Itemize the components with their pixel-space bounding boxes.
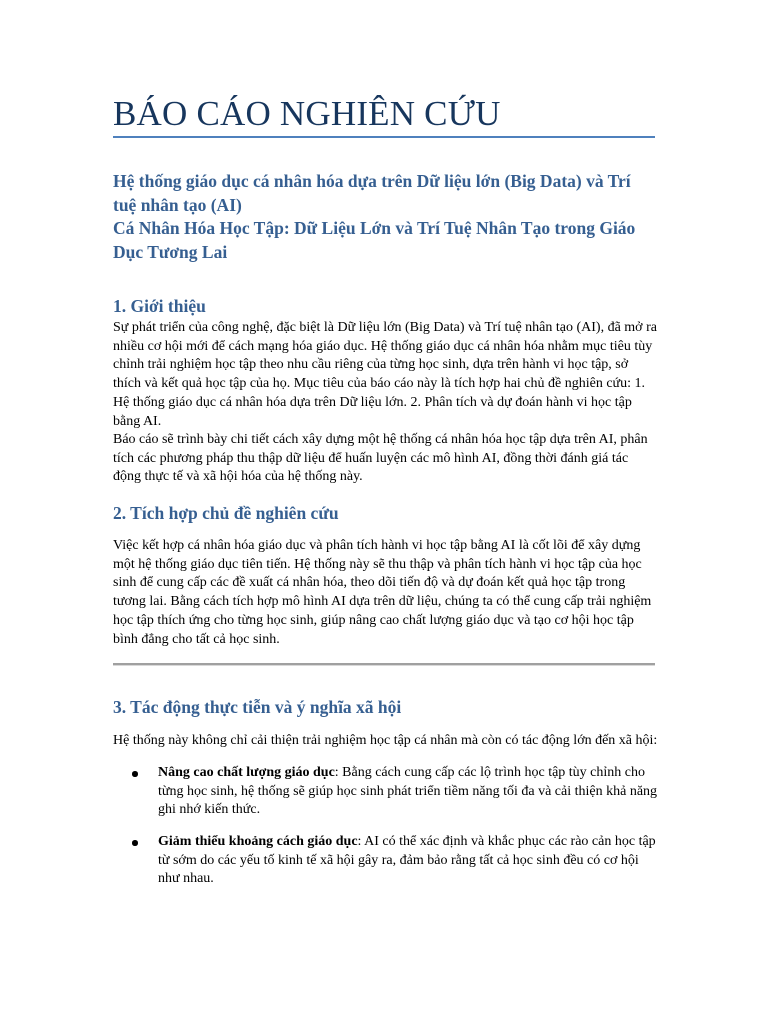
document-title: BÁO CÁO NGHIÊN CỨU [113,94,501,133]
bullet-text [158,764,658,820]
section-1-heading: 1. Giới thiệu [113,296,206,316]
section-3-intro: Hệ thống này không chỉ cải thiện trải nghiệm học tập cá nhân mà còn có tác động lớn đến xã hội: [113,733,658,748]
section-2-heading: 2. Tích hợp chủ đề nghiên cứu [113,503,339,523]
document-subtitle-2: Cá Nhân Hóa Học Tập: Dữ Liệu Lớn và Trí Tuệ Nhân Tạo trong Giáo Dục Tương Lai [113,218,636,262]
title-underline [113,136,655,138]
bullet-description: : Bằng cách cung cấp các lộ trình học tập tùy chỉnh cho từng học sinh, hệ thống sẽ giúp học sinh phát triển tiềm năng tối đa và cải thiện khả năng ghi nhớ kiến thức. [158,765,658,818]
document-subtitle-1: Hệ thống giáo dục cá nhân hóa dựa trên Dữ liệu lớn (Big Data) và Trí tuệ nhân tạo (AI) [113,171,631,215]
bullet-description: : AI có thể xác định và khắc phục các rào cản học tập từ sớm do các yếu tố kinh tế xã hội gây ra, đảm bảo rằng tất cả học sinh đều có cơ hội như nhau. [158,834,656,887]
section-3-heading: 3. Tác động thực tiễn và ý nghĩa xã hội [113,697,402,717]
bullet-term: Giảm thiểu khoảng cách giáo dục [158,834,358,849]
bullet-icon [132,840,138,846]
bullet-text [158,833,658,889]
section-2-paragraph-1: Việc kết hợp cá nhân hóa giáo dục và phân tích hành vi học tập bằng AI là cốt lõi để xây dựng một hệ thống giáo dục tiên tiến. Hệ thống này sẽ thu thập và phân tích hành vi học tập của học sinh để cung cấp các đề xuất cá nhân hóa, theo dõi tiến độ và dự đoán kết quả học tập trong tương lai. Bằng cách tích hợp mô hình AI dựa trên dữ liệu, chúng ta có thể cung cấp trải nghiệm học tập thích ứng cho từng học sinh, giúp nâng cao chất lượng giáo dục và tạo cơ hội học tập bình đẳng cho tất cả học sinh. [113,538,652,647]
section-divider [113,663,655,666]
section-1-paragraph-2: Báo cáo sẽ trình bày chi tiết cách xây dựng một hệ thống cá nhân hóa học tập dựa trên AI, phân tích các phương pháp thu thập dữ liệu để huấn luyện các mô hình AI, đồng thời đánh giá tác động thực tế và xã hội hóa của hệ thống này. [113,432,648,485]
bullet-icon [132,771,138,777]
bullet-term: Nâng cao chất lượng giáo dục [158,765,335,780]
section-1-paragraph-1: Sự phát triển của công nghệ, đặc biệt là Dữ liệu lớn (Big Data) và Trí tuệ nhân tạo (AI), đã mở ra nhiều cơ hội mới để cách mạng hóa giáo dục. Hệ thống giáo dục cá nhân hóa nhằm mục tiêu tùy chỉnh trải nghiệm học tập theo nhu cầu riêng của từng học sinh, dựa trên hành vi học tập, sở thích và kết quả học tập của họ. Mục tiêu của báo cáo này là tích hợp hai chủ đề nghiên cứu: 1. Hệ thống giáo dục cá nhân hóa dựa trên Dữ liệu lớn. 2. Phân tích và dự đoán hành vi học tập bằng AI. [113,320,657,429]
